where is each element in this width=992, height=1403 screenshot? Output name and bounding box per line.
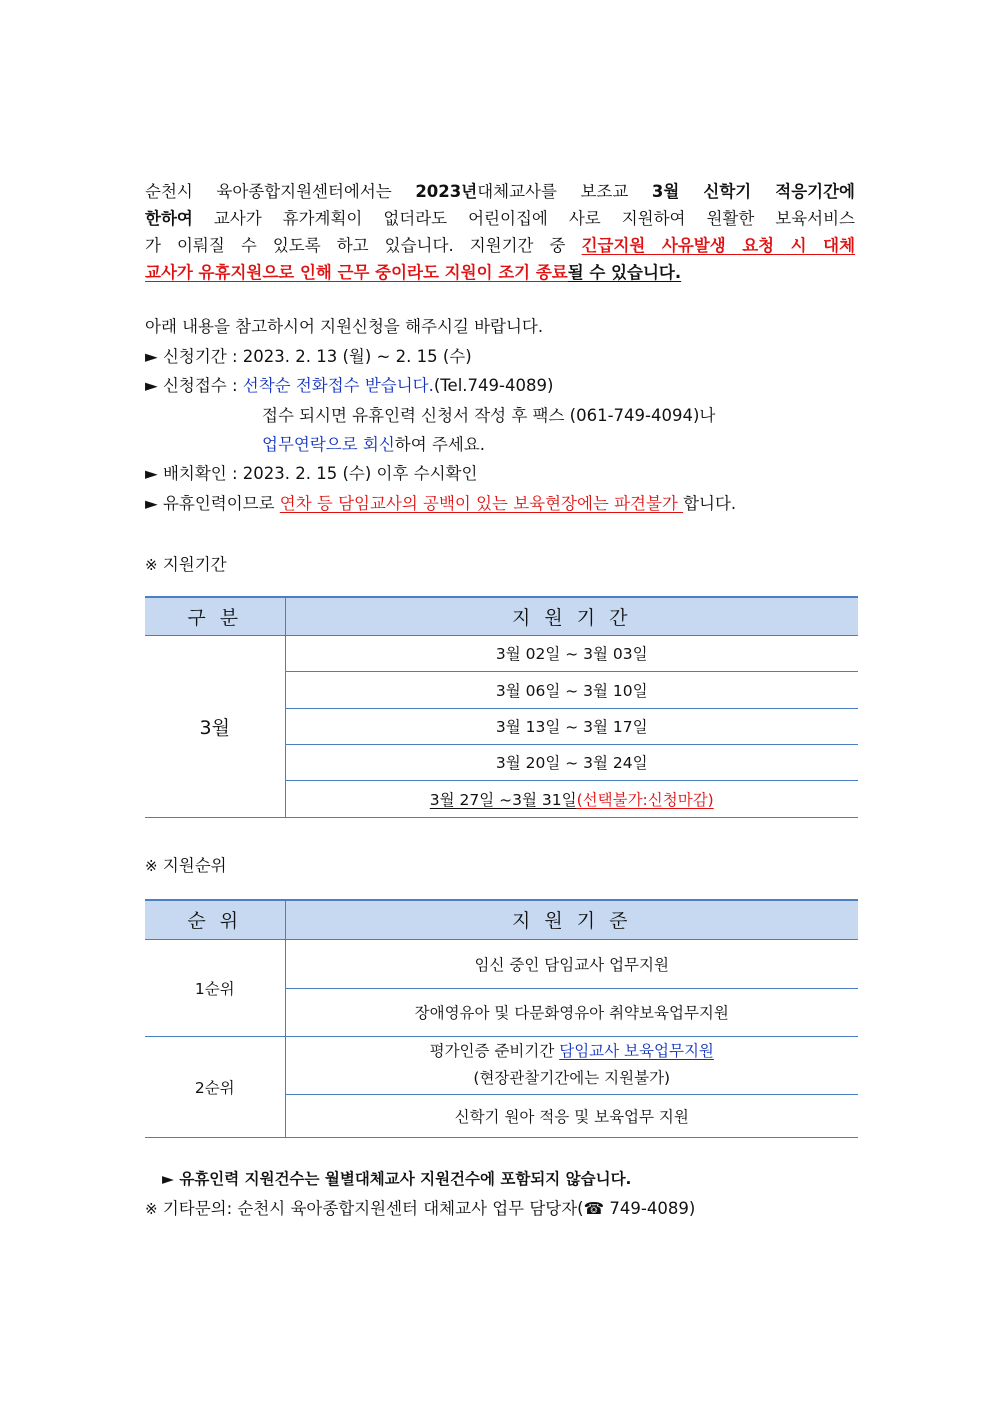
criteria-cell: 임신 중인 담임교사 업무지원 (285, 939, 858, 988)
column-header-category: 구 분 (145, 597, 285, 635)
phone-icon: ☎ (583, 1199, 605, 1218)
period-cell-closed (285, 780, 858, 817)
intro-line-2 (145, 205, 855, 232)
idle-warning: 연차 등 담임교사의 공백이 있는 보육현장에는 파견불가 (279, 494, 684, 513)
intro-text: 가 이뤄질 수 있도록 하고 있습니다. 지원기간 중 (145, 236, 582, 255)
notice-idle (145, 490, 736, 514)
period-value: 2023. 2. 13 (월) ~ 2. 15 (수) (242, 347, 472, 366)
intro-emphasis: 될 수 있습니다. (567, 263, 682, 282)
criteria-note: (현장관찰기간에는 지원불가) (473, 1069, 671, 1087)
criteria-cell: 신학기 원아 적응 및 보육업무 지원 (285, 1094, 858, 1137)
table-row (145, 1036, 858, 1094)
criteria-highlight: 담임교사 보육업무지원 (559, 1042, 714, 1060)
receipt-label: 신청접수 : (162, 376, 243, 395)
bullet-icon: ► (145, 347, 158, 366)
intro-year: 2023년 (415, 182, 478, 201)
column-header-period: 지 원 기 간 (285, 597, 858, 635)
idle-text: 합니다. (683, 494, 737, 513)
intro-emphasis: 3월 신학기 적응기간에 (651, 182, 855, 201)
rank-cell: 1순위 (145, 939, 285, 1036)
criteria-cell: 장애영유아 및 다문화영유아 취약보육업무지원 (285, 988, 858, 1036)
period-cell: 3월 02일 ~ 3월 03일 (285, 635, 858, 671)
month-cell: 3월 (145, 635, 285, 817)
intro-text: 대체교사를 보조교 (477, 182, 652, 201)
section-support-period-heading (145, 551, 227, 575)
notice-receipt-line-3 (262, 431, 485, 455)
bullet-icon: ► (145, 464, 158, 483)
intro-warning: 긴급지원 사유발생 요청 시 대체 (581, 236, 856, 255)
closed-note: (선택불가:신청마감) (576, 790, 714, 809)
period-label: 신청기간 : (162, 347, 243, 366)
idle-text: 유휴인력이므로 (162, 494, 280, 513)
reference-mark-icon: ※ (145, 857, 158, 875)
column-header-rank: 순 위 (145, 900, 285, 939)
footer-note (162, 1167, 631, 1189)
contact-text: 기타문의: 순천시 육아종합지원센터 대체교사 업무 담당자( (162, 1199, 584, 1218)
table-row (145, 939, 858, 988)
period-cell: 3월 13일 ~ 3월 17일 (285, 708, 858, 744)
intro-text: 순천시 육아종합지원센터에서는 (145, 182, 416, 201)
assign-text: 배치확인 : 2023. 2. 15 (수) 이후 수시확인 (162, 464, 478, 483)
section-support-priority-heading (145, 852, 227, 876)
criteria-text: 평가인증 준비기간 (429, 1042, 560, 1060)
footer-contact (145, 1195, 695, 1219)
intro-line-3 (145, 232, 855, 259)
notice-receipt (145, 372, 553, 396)
closed-period: 3월 27일 ~3월 31일 (429, 790, 577, 809)
notice-receipt-line-2: 접수 되시면 유휴인력 신청서 작성 후 팩스 (061-749-4094)나 (262, 406, 716, 425)
column-header-criteria: 지 원 기 준 (285, 900, 858, 939)
support-priority-table (145, 899, 858, 1138)
footer-note-text: 유휴인력 지원건수는 월별대체교사 지원건수에 포함되지 않습니다. (179, 1170, 632, 1188)
bullet-icon: ► (145, 376, 158, 395)
receipt-reply-method: 업무연락으로 회신 (262, 435, 395, 454)
period-cell: 3월 06일 ~ 3월 10일 (285, 671, 858, 708)
criteria-line (286, 1038, 859, 1065)
bullet-icon: ► (145, 494, 158, 513)
table-row (145, 635, 858, 671)
intro-line-4 (145, 259, 855, 286)
intro-line-1 (145, 178, 855, 205)
period-cell: 3월 20일 ~ 3월 24일 (285, 744, 858, 780)
receipt-tel: (Tel.749-4089) (433, 376, 554, 395)
support-period-table (145, 596, 858, 818)
section-title: 지원순위 (162, 856, 227, 875)
table-header-row (145, 597, 858, 635)
notice-intro: 아래 내용을 참고하시어 지원신청을 해주시길 바랍니다. (145, 317, 544, 336)
receipt-value: 선착순 전화접수 받습니다. (242, 376, 434, 395)
notice-period (145, 343, 472, 367)
reference-mark-icon: ※ (145, 556, 158, 574)
contact-number: 749-4089) (604, 1199, 696, 1218)
receipt-reply-text: 하여 주세요. (394, 435, 485, 454)
intro-warning: 교사가 유휴지원으로 인해 근무 중이라도 지원이 조기 종료 (145, 263, 568, 282)
intro-emphasis: 한하여 (145, 209, 193, 228)
bullet-icon: ► (162, 1170, 174, 1188)
table-header-row (145, 900, 858, 939)
rank-cell: 2순위 (145, 1036, 285, 1137)
criteria-cell (285, 1036, 858, 1094)
reference-mark-icon: ※ (145, 1200, 158, 1218)
notice-assign (145, 460, 477, 484)
intro-paragraph (145, 178, 855, 286)
section-title: 지원기간 (162, 555, 227, 574)
intro-text: 교사가 휴가계획이 없더라도 어린이집에 사로 지원하여 원활한 보육서비스 (192, 209, 855, 228)
